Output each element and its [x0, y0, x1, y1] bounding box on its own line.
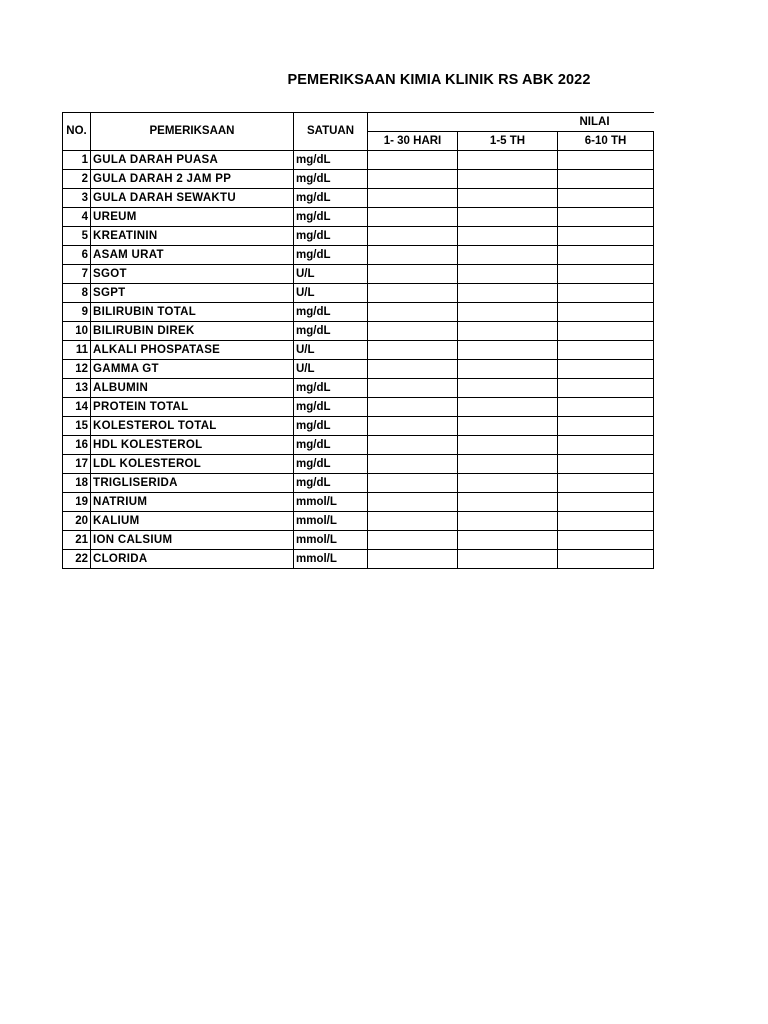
value-cell-6-10-th	[558, 322, 654, 341]
table-row	[63, 341, 654, 360]
test-name: LDL KOLESTEROL	[91, 455, 294, 474]
value-cell-1-5-th	[458, 512, 558, 531]
table-row	[63, 265, 654, 284]
value-cell-6-10-th	[558, 379, 654, 398]
value-cell-1-30-hari	[368, 493, 458, 512]
value-cell-1-30-hari	[368, 531, 458, 550]
test-unit: U/L	[294, 284, 368, 303]
test-unit: mg/dL	[294, 151, 368, 170]
value-cell-6-10-th	[558, 189, 654, 208]
row-number: 20	[63, 512, 91, 531]
header-age-group: 1- 30 HARI	[368, 132, 458, 151]
value-cell-1-5-th	[458, 417, 558, 436]
value-cell-1-30-hari	[368, 189, 458, 208]
value-cell-1-30-hari	[368, 455, 458, 474]
value-cell-1-30-hari	[368, 284, 458, 303]
row-number: 11	[63, 341, 91, 360]
value-cell-6-10-th	[558, 455, 654, 474]
header-no: NO.	[63, 113, 91, 151]
test-name: BILIRUBIN DIREK	[91, 322, 294, 341]
test-unit: mg/dL	[294, 189, 368, 208]
table-row	[63, 208, 654, 227]
row-number: 1	[63, 151, 91, 170]
value-cell-6-10-th	[558, 493, 654, 512]
test-unit: mg/dL	[294, 322, 368, 341]
value-cell-1-5-th	[458, 493, 558, 512]
row-number: 9	[63, 303, 91, 322]
test-name: UREUM	[91, 208, 294, 227]
header-satuan: SATUAN	[294, 113, 368, 151]
value-cell-1-5-th	[458, 208, 558, 227]
test-unit: mg/dL	[294, 417, 368, 436]
table-row	[63, 151, 654, 170]
test-name: SGOT	[91, 265, 294, 284]
table-row	[63, 436, 654, 455]
value-cell-6-10-th	[558, 265, 654, 284]
value-cell-6-10-th	[558, 246, 654, 265]
table-row	[63, 189, 654, 208]
row-number: 22	[63, 550, 91, 569]
row-number: 19	[63, 493, 91, 512]
value-cell-6-10-th	[558, 151, 654, 170]
value-cell-1-30-hari	[368, 170, 458, 189]
value-cell-1-30-hari	[368, 417, 458, 436]
value-cell-1-5-th	[458, 246, 558, 265]
table-row	[63, 360, 654, 379]
test-name: TRIGLISERIDA	[91, 474, 294, 493]
table-row	[63, 512, 654, 531]
value-cell-1-5-th	[458, 474, 558, 493]
value-cell-6-10-th	[558, 360, 654, 379]
table-row	[63, 417, 654, 436]
test-unit: mg/dL	[294, 379, 368, 398]
row-number: 14	[63, 398, 91, 417]
value-cell-6-10-th	[558, 417, 654, 436]
test-unit: mmol/L	[294, 512, 368, 531]
value-cell-1-5-th	[458, 265, 558, 284]
value-cell-1-5-th	[458, 170, 558, 189]
table-row	[63, 531, 654, 550]
table-body	[63, 151, 654, 569]
row-number: 4	[63, 208, 91, 227]
table-row	[63, 493, 654, 512]
value-cell-6-10-th	[558, 208, 654, 227]
test-name: CLORIDA	[91, 550, 294, 569]
test-name: GAMMA GT	[91, 360, 294, 379]
value-cell-1-30-hari	[368, 246, 458, 265]
row-number: 21	[63, 531, 91, 550]
row-number: 17	[63, 455, 91, 474]
table-row	[63, 284, 654, 303]
value-cell-1-30-hari	[368, 303, 458, 322]
value-cell-6-10-th	[558, 512, 654, 531]
test-name: KOLESTEROL TOTAL	[91, 417, 294, 436]
row-number: 12	[63, 360, 91, 379]
test-name: GULA DARAH PUASA	[91, 151, 294, 170]
header-age-group: 6-10 TH	[558, 132, 654, 151]
table-row	[63, 322, 654, 341]
value-cell-6-10-th	[558, 474, 654, 493]
row-number: 15	[63, 417, 91, 436]
value-cell-1-30-hari	[368, 322, 458, 341]
value-cell-6-10-th	[558, 170, 654, 189]
value-cell-6-10-th	[558, 284, 654, 303]
value-cell-1-5-th	[458, 398, 558, 417]
value-cell-6-10-th	[558, 398, 654, 417]
value-cell-1-5-th	[458, 284, 558, 303]
table-row	[63, 474, 654, 493]
test-name: ALKALI PHOSPATASE	[91, 341, 294, 360]
table-row	[63, 170, 654, 189]
row-number: 3	[63, 189, 91, 208]
value-cell-1-5-th	[458, 455, 558, 474]
value-cell-1-5-th	[458, 436, 558, 455]
value-cell-6-10-th	[558, 550, 654, 569]
row-number: 16	[63, 436, 91, 455]
value-cell-1-5-th	[458, 379, 558, 398]
value-cell-1-30-hari	[368, 550, 458, 569]
value-cell-6-10-th	[558, 303, 654, 322]
test-name: HDL KOLESTEROL	[91, 436, 294, 455]
table-row	[63, 550, 654, 569]
test-name: ASAM URAT	[91, 246, 294, 265]
row-number: 5	[63, 227, 91, 246]
test-unit: U/L	[294, 341, 368, 360]
value-cell-1-30-hari	[368, 227, 458, 246]
table-row	[63, 379, 654, 398]
row-number: 6	[63, 246, 91, 265]
value-cell-1-5-th	[458, 550, 558, 569]
test-unit: mg/dL	[294, 436, 368, 455]
test-unit: U/L	[294, 360, 368, 379]
value-cell-1-5-th	[458, 303, 558, 322]
row-number: 18	[63, 474, 91, 493]
value-cell-1-30-hari	[368, 341, 458, 360]
value-cell-1-5-th	[458, 360, 558, 379]
row-number: 2	[63, 170, 91, 189]
table-row	[63, 455, 654, 474]
test-name: ALBUMIN	[91, 379, 294, 398]
header-pemeriksaan: PEMERIKSAAN	[91, 113, 294, 151]
table-row	[63, 227, 654, 246]
test-unit: mg/dL	[294, 170, 368, 189]
test-name: GULA DARAH 2 JAM PP	[91, 170, 294, 189]
value-cell-1-5-th	[458, 322, 558, 341]
table-row	[63, 246, 654, 265]
test-name: KREATININ	[91, 227, 294, 246]
value-cell-1-5-th	[458, 341, 558, 360]
test-unit: mg/dL	[294, 227, 368, 246]
test-name: KALIUM	[91, 512, 294, 531]
test-unit: mmol/L	[294, 493, 368, 512]
header-nilai: NILAI	[368, 113, 654, 132]
value-cell-1-30-hari	[368, 151, 458, 170]
test-unit: mg/dL	[294, 398, 368, 417]
row-number: 8	[63, 284, 91, 303]
value-cell-1-5-th	[458, 189, 558, 208]
value-cell-6-10-th	[558, 341, 654, 360]
row-number: 13	[63, 379, 91, 398]
value-cell-1-30-hari	[368, 208, 458, 227]
table-row	[63, 303, 654, 322]
value-cell-1-30-hari	[368, 265, 458, 284]
test-unit: mg/dL	[294, 474, 368, 493]
test-unit: mg/dL	[294, 208, 368, 227]
test-unit: mg/dL	[294, 455, 368, 474]
header-row-top	[63, 113, 654, 132]
test-unit: mmol/L	[294, 550, 368, 569]
value-cell-1-5-th	[458, 151, 558, 170]
table-row	[63, 398, 654, 417]
test-name: BILIRUBIN TOTAL	[91, 303, 294, 322]
value-cell-6-10-th	[558, 227, 654, 246]
value-cell-1-30-hari	[368, 474, 458, 493]
value-cell-1-30-hari	[368, 512, 458, 531]
test-name: NATRIUM	[91, 493, 294, 512]
test-unit: mmol/L	[294, 531, 368, 550]
value-cell-1-30-hari	[368, 398, 458, 417]
test-name: GULA DARAH SEWAKTU	[91, 189, 294, 208]
value-cell-1-5-th	[458, 531, 558, 550]
value-cell-6-10-th	[558, 531, 654, 550]
row-number: 7	[63, 265, 91, 284]
value-cell-1-30-hari	[368, 379, 458, 398]
row-number: 10	[63, 322, 91, 341]
document-title: PEMERIKSAAN KIMIA KLINIK RS ABK 2022	[287, 72, 591, 88]
test-unit: mg/dL	[294, 303, 368, 322]
value-cell-1-30-hari	[368, 360, 458, 379]
header-age-group: 1-5 TH	[458, 132, 558, 151]
test-name: PROTEIN TOTAL	[91, 398, 294, 417]
value-cell-1-30-hari	[368, 436, 458, 455]
value-cell-6-10-th	[558, 436, 654, 455]
test-name: SGPT	[91, 284, 294, 303]
test-unit: U/L	[294, 265, 368, 284]
test-unit: mg/dL	[294, 246, 368, 265]
test-name: ION CALSIUM	[91, 531, 294, 550]
lab-tests-table	[62, 112, 654, 569]
value-cell-1-5-th	[458, 227, 558, 246]
